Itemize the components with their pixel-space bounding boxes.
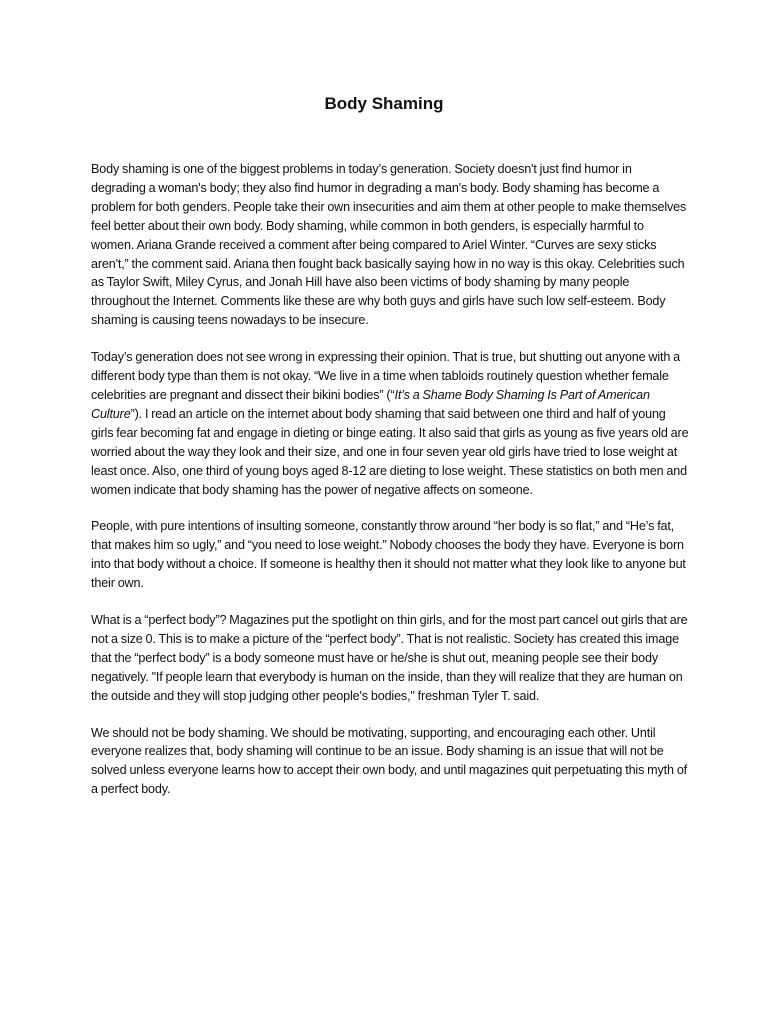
document-body	[91, 160, 689, 817]
paragraph-2-text-after: ”). I read an article on the internet about body shaming that said between one third and half of young girls fear becoming fat and engage in dieting or binge eating. It also said that girls as young as five years old are worried about the way they look and their size, and one in four seven year old girls have tried to lose weight at least once. Also, one third of young boys aged 8-12 are dieting to lose weight. These statistics on both men and women indicate that body shaming has the power of negative affects on someone.	[91, 406, 689, 497]
page-title: Body Shaming	[324, 94, 444, 113]
paragraph-4: What is a “perfect body”? Magazines put the spotlight on thin girls, and for the most part cancel out girls that are not a size 0. This is to make a picture of the “perfect body”. That is not realistic. Society has created this image that the “perfect body” is a body someone must have or he/she is shut out, meaning people see their body negatively. "If people learn that everybody is human on the inside, than they will realize that they are human on the outside and they will stop judging other people's bodies," freshman Tyler T. said.	[91, 613, 688, 703]
paragraph-1: Body shaming is one of the biggest problems in today’s generation. Society doesn't just find humor in degrading a woman's body; they also find humor in degrading a man's body. Body shaming has become a problem for both genders. People take their own insecurities and aim them at other people to make themselves feel better about their own body. Body shaming, while common in both genders, is especially harmful to women. Ariana Grande received a comment after being compared to Ariel Winter. “Curves are sexy sticks aren't,” the comment said. Ariana then fought back basically saying how in no way is this okay. Celebrities such as Taylor Swift, Miley Cyrus, and Jonah Hill have also been victims of body shaming by many people throughout the Internet. Comments like these are why both guys and girls have such low self-esteem. Body shaming is causing teens nowadays to be insecure.	[91, 162, 687, 328]
paragraph-3: People, with pure intentions of insulting someone, constantly throw around “her body is so flat,” and “He’s fat, that makes him so ugly,” and “you need to lose weight.” Nobody chooses the body they have. Everyone is born into that body without a choice. If someone is healthy then it should not matter what they look like to anyone but their own.	[91, 519, 686, 591]
paragraph-2	[91, 348, 689, 499]
paragraph-2-text-before: Today’s generation does not see wrong in expressing their opinion. That is true, but shutting out anyone with a different body type than them is not okay. “We live in a time when tabloids routinely question whether female celebrities are pregnant and dissect their bikini bodies” (“	[91, 350, 680, 402]
paragraph-5: We should not be body shaming. We should be motivating, supporting, and encouraging each other. Until everyone realizes that, body shaming will continue to be an issue. Body shaming is an issue that will not be solved unless everyone learns how to accept their own body, and until magazines quit perpetuating this myth of a perfect body.	[91, 725, 688, 797]
cited-article-title: It’s a Shame Body Shaming Is Part of American Culture	[91, 387, 650, 421]
